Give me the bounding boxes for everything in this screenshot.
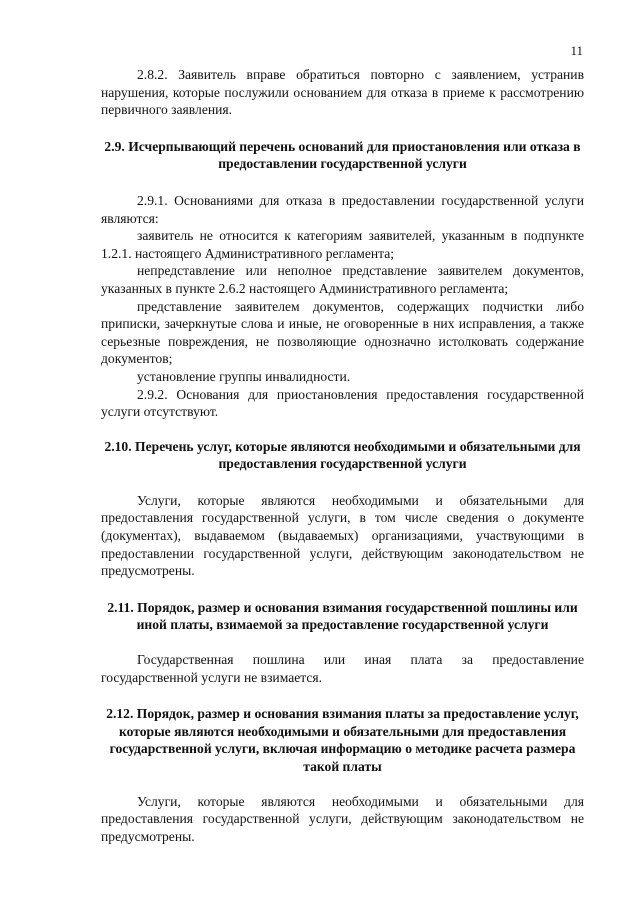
document-body	[101, 66, 584, 845]
paragraph-2-12: Услуги, которые являются необходимыми и обязательными для предоставления государственной услуги, действующим законодательством не предусмотрены.	[101, 793, 584, 844]
paragraph-2-8-2: 2.8.2. Заявитель вправе обратиться повторно с заявлением, устранив нарушения, которые послужили основанием для отказа в приеме к рассмотрению первичного заявления.	[101, 67, 584, 118]
list-item-documents: непредставление или неполное представление заявителем документов, указанных в пункте 2.6.2 настоящего Административного регламента;	[101, 263, 584, 296]
heading-2-12: 2.12. Порядок, размер и основания взимания платы за предоставление услуг, которые являются необходимыми и обязательными для предоставления государственной услуги, включая информацию о методике расчета размера такой платы	[106, 706, 579, 774]
heading-2-10: 2.10. Перечень услуг, которые являются необходимыми и обязательными для предоставления государственной услуги	[104, 438, 581, 472]
list-item-category: заявитель не относится к категориям заявителей, указанным в подпункте 1.2.1. настоящего Административного регламента;	[101, 228, 584, 261]
list-item-corrections: представление заявителем документов, содержащих подчистки либо приписки, зачеркнутые слова и иные, не оговоренные в них исправления, а также серьезные повреждения, не позволяющие однозначно истолковать содержание документов;	[101, 298, 584, 367]
heading-2-9: 2.9. Исчерпывающий перечень оснований для приостановления или отказа в предоставлении государственной услуги	[104, 138, 581, 172]
paragraph-2-9-1: 2.9.1. Основаниями для отказа в предоставлении государственной услуги являются:	[101, 192, 584, 226]
paragraph-2-9-2: 2.9.2. Основания для приостановления предоставления государственной услуги отсутствуют.	[101, 386, 584, 420]
list-item-disability: установление группы инвалидности.	[137, 368, 351, 384]
paragraph-2-10: Услуги, которые являются необходимыми и обязательными для предоставления государственной услуги, в том числе сведения о документе (документах), выдаваемом (выдаваемых) организациями, участвующими в предоставлении государственной услуги, действующим законодательством не предусмотрены.	[101, 492, 584, 579]
page-number: 11	[570, 43, 583, 58]
paragraph-2-11: Государственная пошлина или иная плата за предоставление государственной услуги не взимается.	[101, 652, 584, 685]
heading-2-11: 2.11. Порядок, размер и основания взимания государственной пошлины или иной платы, взимаемой за предоставление государственной услуги	[107, 599, 578, 633]
